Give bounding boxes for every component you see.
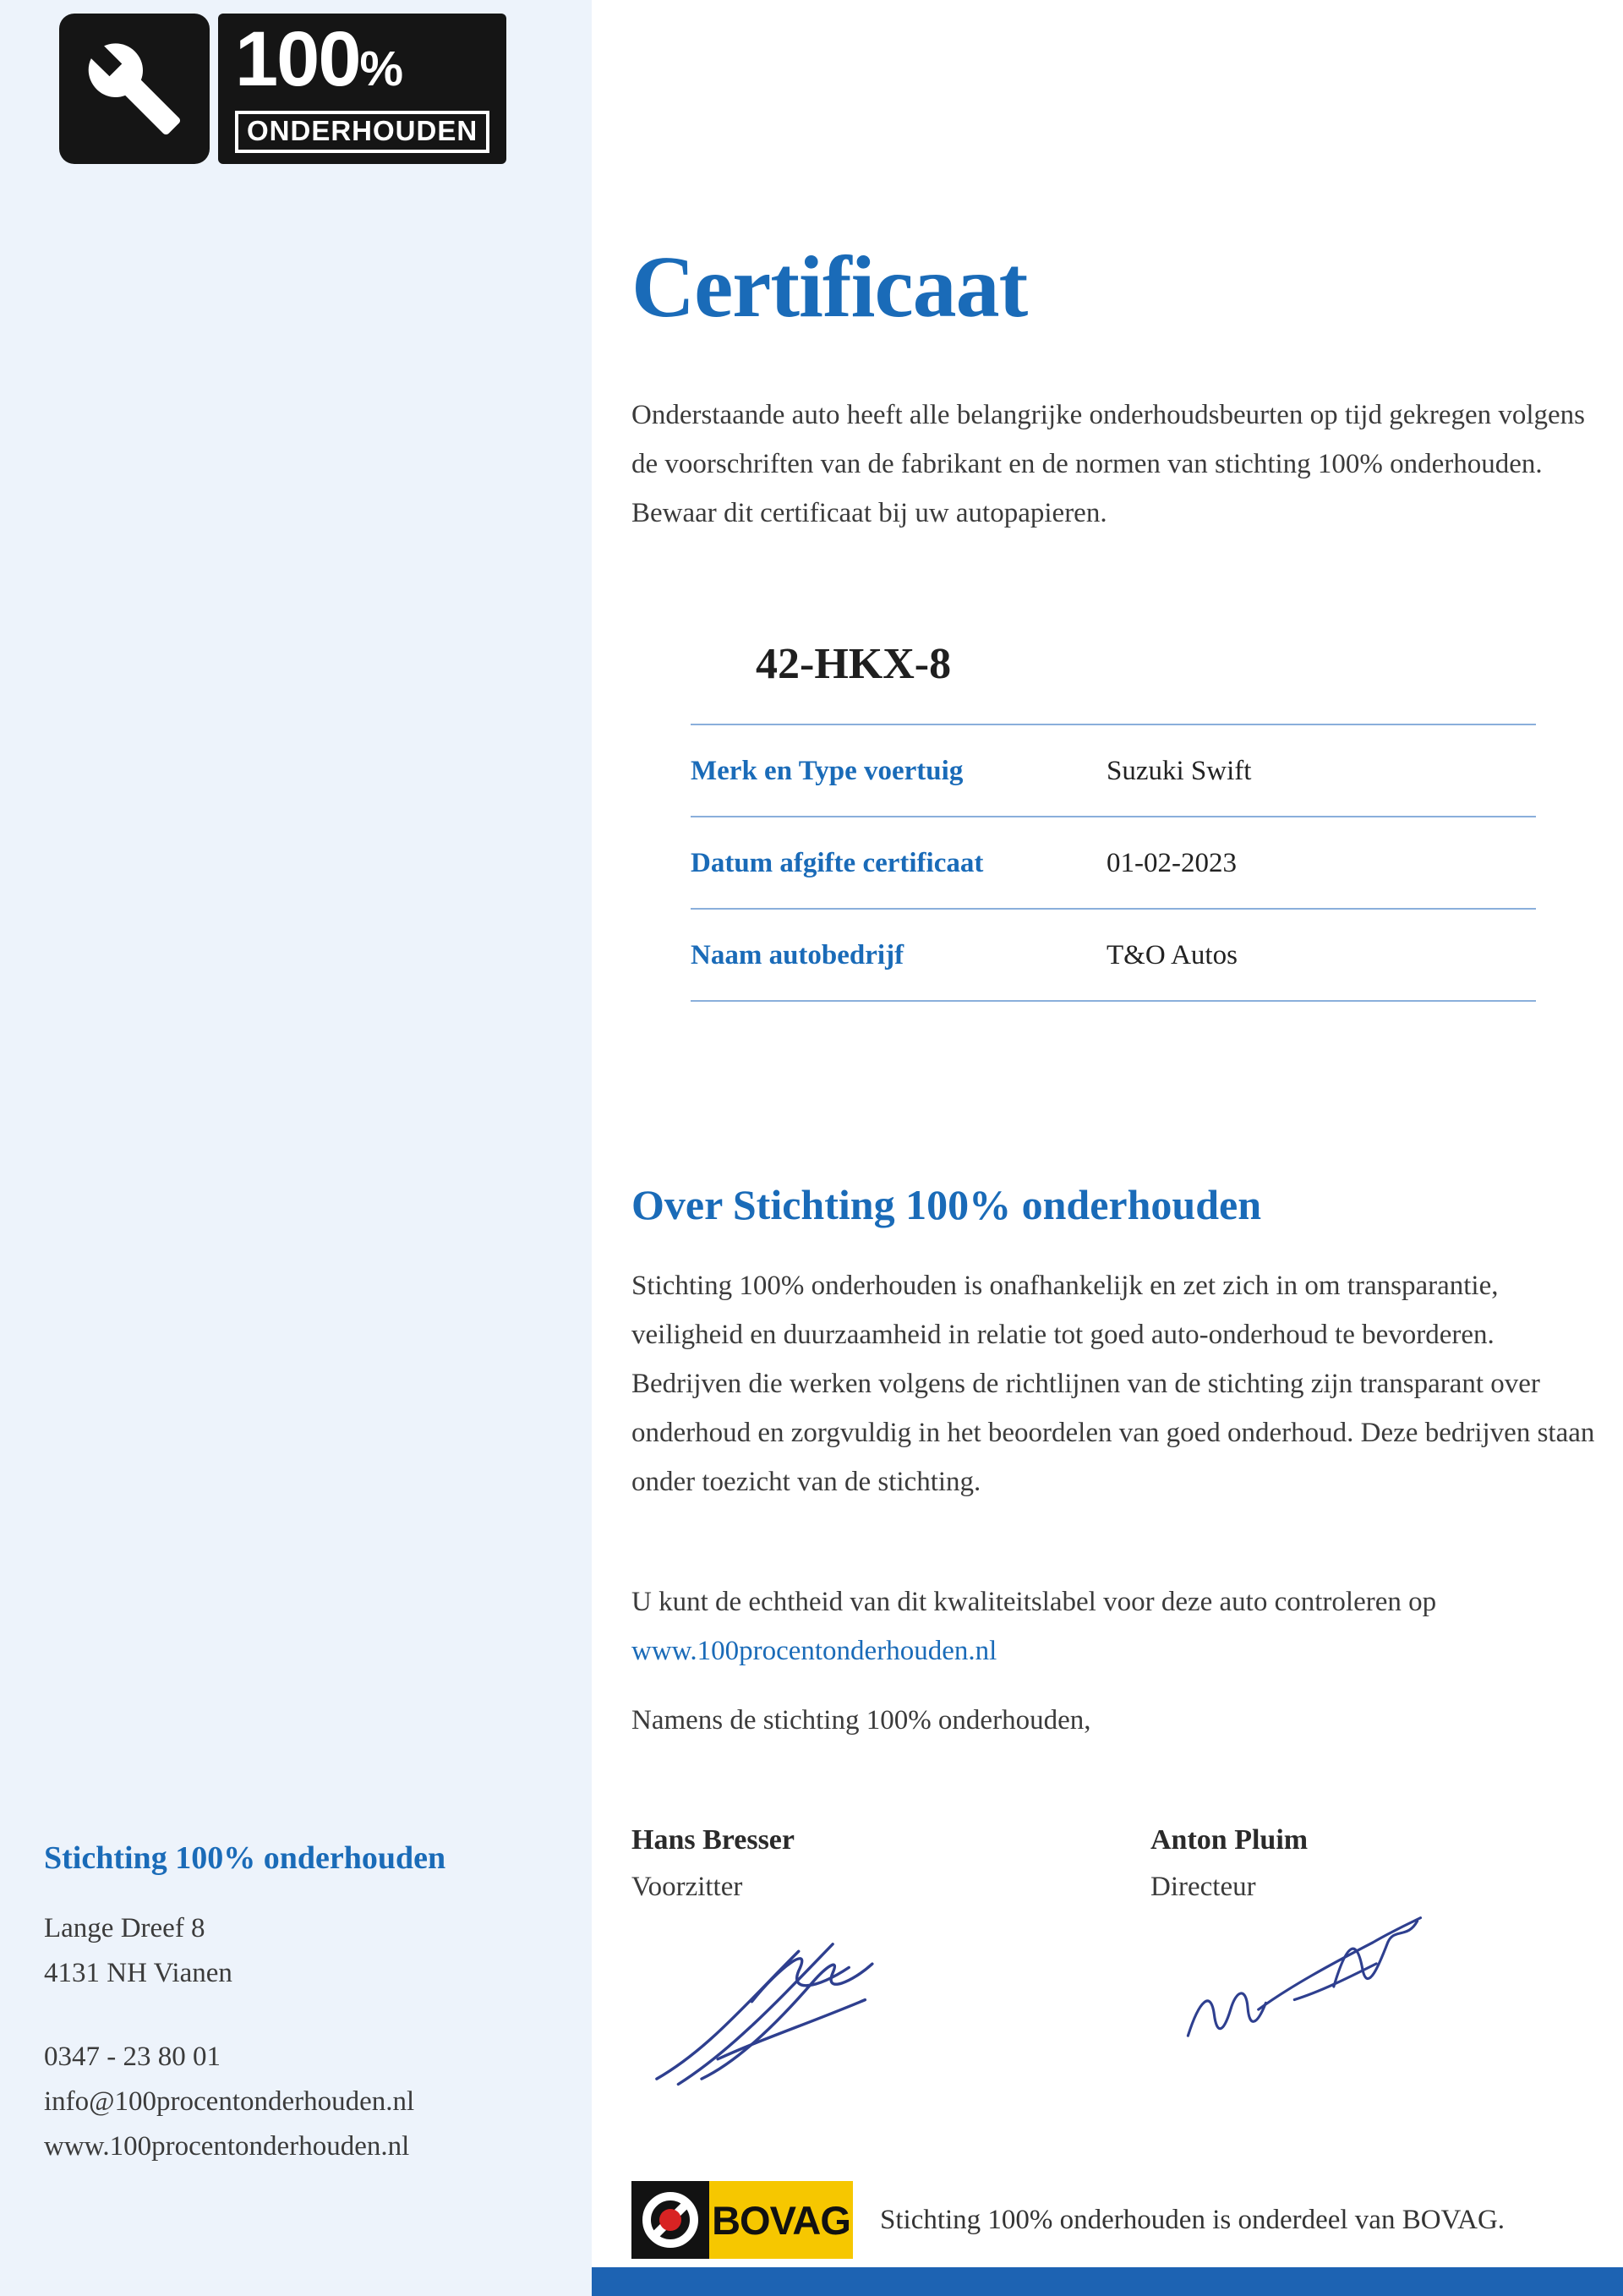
field-value-date: 01-02-2023	[1107, 848, 1237, 878]
contact-block	[44, 1836, 445, 2169]
contact-address-line1: Lange Dreef 8	[44, 1913, 205, 1943]
field-label-garage: Naam autobedrijf	[691, 940, 904, 970]
page-title: Certificaat	[631, 238, 1028, 336]
contact-org-name: Stichting 100% onderhouden	[44, 1840, 446, 1876]
about-paragraph: Stichting 100% onderhouden is onafhankelijk en zet zich in om transparantie, veiligheid en duurzaamheid in relatie tot goed auto-onderhoud te bevorderen. Bedrijven die werken volgens de richtlijnen van de stichting zijn transparant over onderhoud en zorgvuldig in het beoordelen van goed onderhoud. Deze bedrijven staan onder toezicht van de stichting.	[631, 1271, 1595, 1497]
bovag-wordmark: BOVAG	[709, 2181, 853, 2259]
signatory-role-1: Voorzitter	[631, 1872, 743, 1902]
certificate-table	[691, 724, 1536, 1002]
closing-line: Namens de stichting 100% onderhouden,	[631, 1705, 1091, 1736]
contact-phone: 0347 - 23 80 01	[44, 2042, 221, 2072]
license-plate: 42-HKX-8	[756, 640, 952, 688]
table-row	[691, 908, 1536, 1002]
contact-address-line2: 4131 NH Vianen	[44, 1958, 232, 1988]
verify-paragraph	[631, 1577, 1599, 1676]
brand-logo-name: ONDERHOUDEN	[235, 111, 489, 153]
brand-logo-text	[218, 14, 506, 164]
contact-email: info@100procentonderhouden.nl	[44, 2086, 415, 2117]
contact-spacer	[44, 1996, 445, 2035]
brand-logo-percent: 100%	[235, 16, 402, 102]
verify-link[interactable]: www.100procentonderhouden.nl	[631, 1636, 997, 1666]
bovag-caption: Stichting 100% onderhouden is onderdeel van BOVAG.	[880, 2204, 1506, 2235]
signatory-name-2: Anton Pluim	[1150, 1824, 1309, 1856]
table-row	[691, 816, 1536, 908]
field-label-date: Datum afgifte certificaat	[691, 848, 984, 878]
signature-image-1	[644, 1904, 932, 2107]
intro-paragraph: Onderstaande auto heeft alle belangrijke onderhoudsbeurten op tijd gekregen volgens de voorschriften van de fabrikant en de normen van stichting 100% onderhouden. Bewaar dit certificaat bij uw autopapieren.	[631, 400, 1586, 528]
wrench-icon	[59, 14, 210, 164]
about-heading: Over Stichting 100% onderhouden	[631, 1181, 1261, 1228]
signatory-name-1: Hans Bresser	[631, 1824, 795, 1856]
field-value-vehicle: Suzuki Swift	[1107, 756, 1252, 786]
footer-accent-bar	[592, 2267, 1623, 2296]
bovag-logo	[631, 2181, 853, 2259]
table-row	[691, 724, 1536, 816]
verify-text: U kunt de echtheid van dit kwaliteitslabel voor deze auto controleren op	[631, 1587, 1437, 1617]
field-value-garage: T&O Autos	[1107, 940, 1238, 970]
brand-logo	[59, 14, 506, 164]
contact-website: www.100procentonderhouden.nl	[44, 2131, 410, 2162]
bovag-block	[631, 2181, 1505, 2259]
bovag-roundel-icon	[631, 2181, 709, 2259]
signatory-role-2: Directeur	[1150, 1872, 1256, 1902]
signature-image-2	[1172, 1894, 1434, 2080]
field-label-vehicle: Merk en Type voertuig	[691, 756, 964, 786]
